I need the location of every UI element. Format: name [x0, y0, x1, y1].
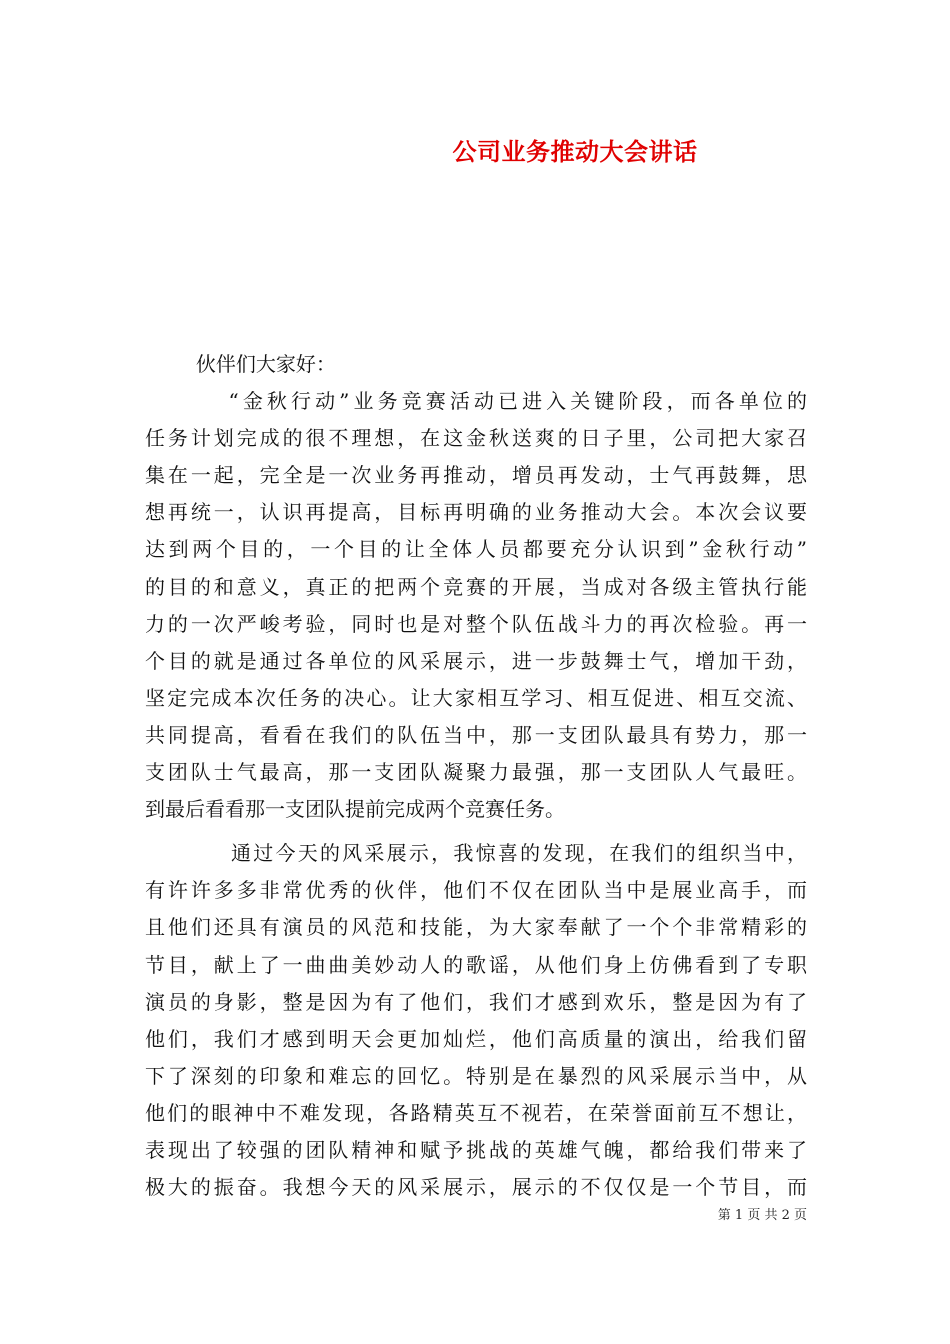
text-line: 节目，献上了一曲曲美妙动人的歌谣，从他们身上仿佛看到了专职 — [145, 952, 807, 977]
text-line: 想再统一，认识再提高，目标再明确的业务推动大会。本次会议要 — [145, 500, 807, 525]
page-number: 第 1 页 共 2 页 — [717, 1208, 807, 1223]
text-line: 集在一起，完全是一次业务再推动，增员再发动，士气再鼓舞，思 — [145, 463, 807, 488]
text-line: 任务计划完成的很不理想，在这金秋送爽的日子里，公司把大家召 — [145, 426, 807, 451]
text-line: 力的一次严峻考验，同时也是对整个队伍战斗力的再次检验。再一 — [145, 611, 807, 636]
text-line: 达到两个目的，一个目的让全体人员都要充分认识到”金秋行动” — [145, 537, 807, 562]
text-line: 共同提高，看看在我们的队伍当中，那一支团队最具有势力，那一 — [145, 722, 807, 747]
text-line: 到最后看看那一支团队提前完成两个竞赛任务。 — [145, 797, 565, 822]
text-line: 他们的眼神中不难发现，各路精英互不视若，在荣誉面前互不想让， — [145, 1100, 807, 1125]
text-line: 支团队士气最高，那一支团队凝聚力最强，那一支团队人气最旺。 — [145, 760, 807, 785]
document-title: 公司业务推动大会讲话 — [452, 137, 698, 166]
text-line: “金秋行动”业务竞赛活动已进入关键阶段，而各单位的 — [145, 389, 807, 414]
text-line: 他们，我们才感到明天会更加灿烂，他们高质量的演出，给我们留 — [145, 1026, 807, 1051]
paragraph-gap — [145, 828, 807, 835]
text-line: 演员的身影，整是因为有了他们，我们才感到欢乐，整是因为有了 — [145, 989, 807, 1014]
text-line: 下了深刻的印象和难忘的回忆。特别是在暴烈的风采展示当中，从 — [145, 1063, 807, 1088]
document-body — [145, 346, 807, 1206]
text-line: 极大的振奋。我想今天的风采展示，展示的不仅仅是一个节目，而 — [145, 1175, 807, 1200]
text-line: 通过今天的风采展示，我惊喜的发现，在我们的组织当中， — [145, 841, 807, 866]
text-line: 表现出了较强的团队精神和赋予挑战的英雄气魄，都给我们带来了 — [145, 1137, 807, 1162]
text-line: 伙伴们大家好： — [145, 352, 336, 376]
text-line: 且他们还具有演员的风范和技能，为大家奉献了一个个非常精彩的 — [145, 915, 807, 940]
text-line: 个目的就是通过各单位的风采展示，进一步鼓舞士气，增加干劲， — [145, 648, 807, 673]
text-line: 坚定完成本次任务的决心。让大家相互学习、相互促进、相互交流、 — [145, 685, 807, 710]
text-line: 有许许多多非常优秀的伙伴，他们不仅在团队当中是展业高手，而 — [145, 878, 807, 903]
text-line: 的目的和意义，真正的把两个竞赛的开展，当成对各级主管执行能 — [145, 574, 807, 599]
